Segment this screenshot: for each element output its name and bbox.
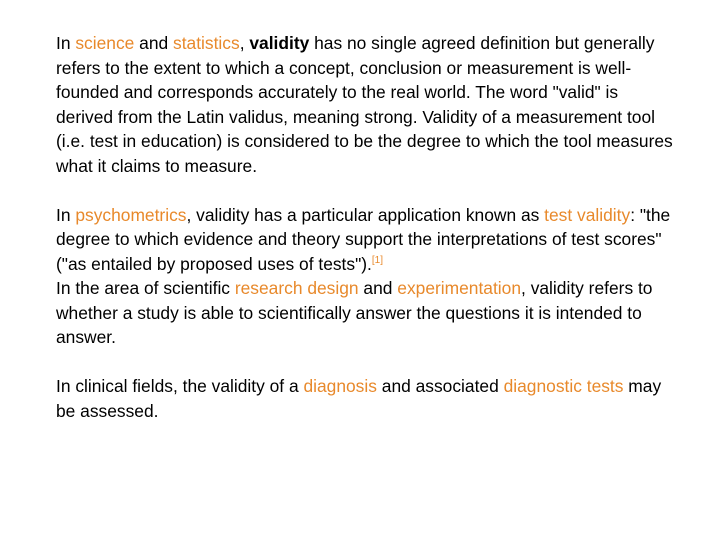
text: In (56, 33, 76, 53)
link-diagnostic-tests[interactable]: diagnostic tests (503, 376, 624, 396)
paragraph-gap (56, 350, 676, 375)
text: , validity refers to whether a study is able to scientifically answer the questions it is intended to answer. (56, 278, 653, 347)
link-diagnosis[interactable]: diagnosis (303, 376, 377, 396)
paragraph-research-design (56, 276, 676, 350)
text: In clinical fields, the validity of a (56, 376, 304, 396)
paragraph-definition (56, 31, 676, 178)
slide-content (56, 31, 676, 423)
link-psychometrics[interactable]: psychometrics (75, 204, 187, 225)
link-research-design[interactable]: research design (234, 278, 359, 298)
link-statistics[interactable]: statistics (173, 33, 240, 53)
text: : "the degree to which evidence and theory support the interpretations of test scores" ("as entailed by proposed uses of tests"). (56, 204, 671, 274)
text: and associated (376, 376, 504, 396)
text: has no single agreed definition but generally refers to the extent to which a concept, conclusion or measurement is well-founded and corresponds accurately to the real world. The word "valid" is derived from the Latin validus, meaning strong. Validity of a measurement tool (i.e. test in education) is considered to be the degree to which the tool measures what it claims to measure. (56, 33, 673, 176)
text: may be assessed. (56, 376, 662, 421)
paragraph-clinical (56, 374, 676, 423)
citation-ref-1[interactable]: [1] (371, 254, 384, 266)
link-experimentation[interactable]: experimentation (397, 278, 522, 298)
text: , validity has a particular application known as (186, 204, 545, 225)
link-test-validity[interactable]: test validity (544, 204, 631, 225)
term-validity: validity (249, 33, 310, 53)
link-science[interactable]: science (75, 33, 135, 53)
paragraph-gap (56, 178, 676, 203)
text: and (358, 278, 398, 298)
text: In the area of scientific (56, 278, 235, 298)
text: In (56, 204, 76, 225)
text: and (134, 33, 173, 53)
paragraph-psychometrics (56, 203, 676, 277)
text: , (239, 33, 250, 53)
